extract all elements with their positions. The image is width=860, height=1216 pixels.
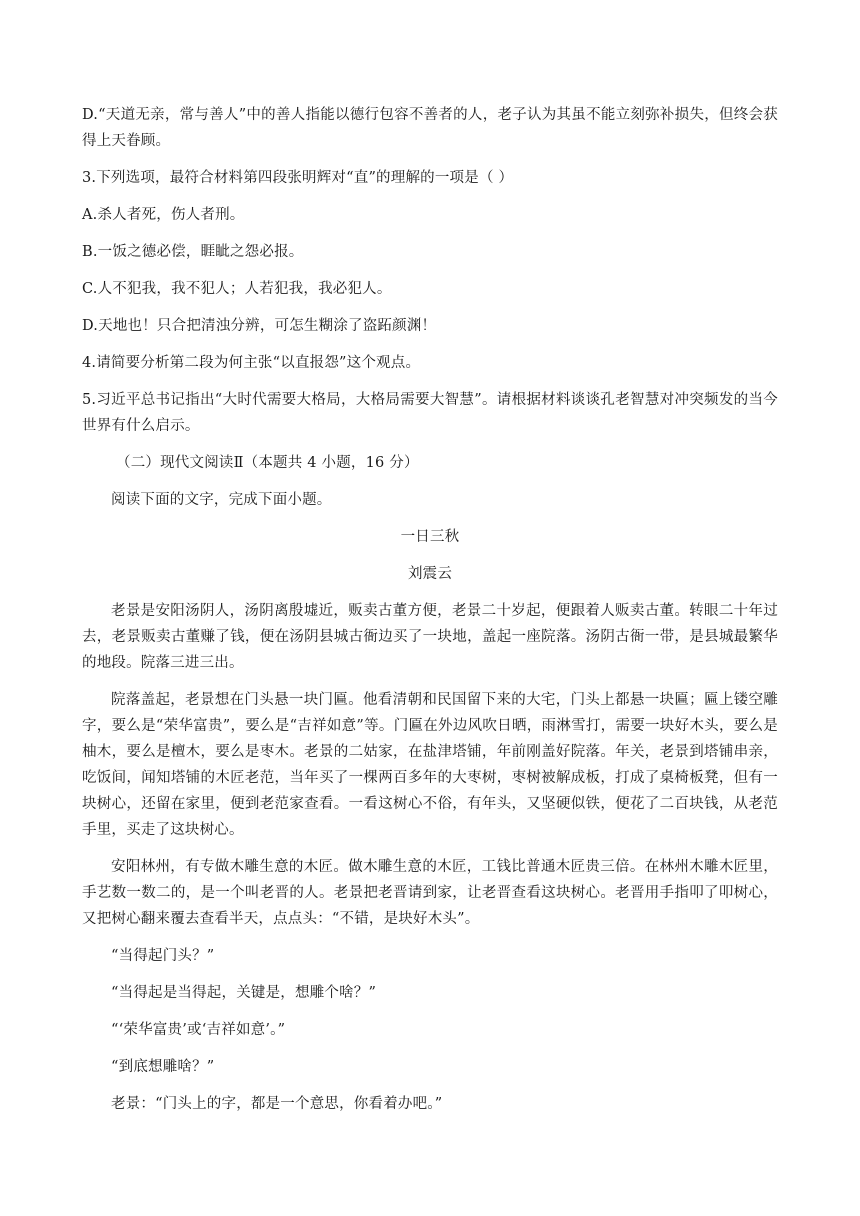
option-a: A.杀人者死，伤人者刑。: [82, 207, 245, 223]
dialogue-5: 老景：“门头上的字，都是一个意思，你看着办吧。”: [111, 1096, 443, 1112]
dialogue-1: “当得起门头？”: [111, 948, 215, 964]
dialogue-4: “到底想雕啥？”: [111, 1059, 215, 1075]
option-c: C.人不犯我，我不犯人；人若犯我，我必犯人。: [82, 281, 392, 297]
option-b: B.一饭之德必偿，睚眦之怨必报。: [82, 244, 304, 260]
dialogue-3: “‘荣华富贵’或‘吉祥如意’。”: [111, 1022, 286, 1038]
story-title: 一日三秋: [400, 529, 460, 545]
dialogue-2: “当得起是当得起，关键是，想雕个啥？”: [111, 985, 377, 1001]
reading-instruction: 阅读下面的文字，完成下面小题。: [111, 492, 332, 508]
story-paragraph-2: 院落盖起，老景想在门头悬一块门匾。他看清朝和民国留下来的大宅，门头上都悬一块匾；匾上镂空雕字，要么是“荣华富贵”，要么是“吉祥如意”等。门匾在外边风吹日晒，雨淋雪打，需要一块好木头，要么是柚木，要么是檀木，要么是枣木。老景的二姑家，在盐津塔铺，年前刚盖好院落。年关，老景到塔铺串亲，吃饭间，闻知塔铺的木匠老范，当年买了一棵两百多年的大枣树，枣树被解成板，打成了桌椅板凳，但有一块树心，还留在家里，便到老范家查看。一看这树心不俗，有年头，又坚硬似铁，便花了二百块钱，从老范手里，买走了这块树心。: [82, 692, 778, 838]
option-d-q2: D.“天道无亲，常与善人”中的善人指能以德行包容不善者的人，老子认为其虽不能立刻弥补损失，但终会获得上天眷顾。: [82, 107, 778, 149]
option-d: D.天地也！只合把清浊分辨，可怎生糊涂了盗跖颜渊！: [82, 318, 437, 334]
story-paragraph-1: 老景是安阳汤阴人，汤阴离殷墟近，贩卖古董方便，老景二十岁起，便跟着人贩卖古董。转眼二十年过去，老景贩卖古董赚了钱，便在汤阴县城古衙边买了一块地，盖起一座院落。汤阴古衙一带，是县城最繁华的地段。院落三进三出。: [82, 603, 778, 671]
question-3: 3.下列选项，最符合材料第四段张明辉对“直”的理解的一项是（ ）: [82, 170, 514, 186]
question-5: 5.习近平总书记指出“大时代需要大格局，大格局需要大智慧”。请根据材料谈谈孔老智慧对冲突频发的当今世界有什么启示。: [82, 392, 778, 434]
story-author: 刘震云: [407, 566, 453, 582]
section-heading: （二）现代文阅读Ⅱ（本题共 4 小题，16 分）: [116, 455, 419, 471]
story-paragraph-3: 安阳林州，有专做木雕生意的木匠。做木雕生意的木匠，工钱比普通木匠贵三倍。在林州木雕木匠里，手艺数一数二的，是一个叫老晋的人。老景把老晋请到家，让老晋查看这块树心。老晋用手指叩了叩树心，又把树心翻来覆去查看半天，点点头：“不错，是块好木头”。: [82, 859, 778, 927]
question-4: 4.请简要分析第二段为何主张“以直报怨”这个观点。: [82, 355, 421, 371]
